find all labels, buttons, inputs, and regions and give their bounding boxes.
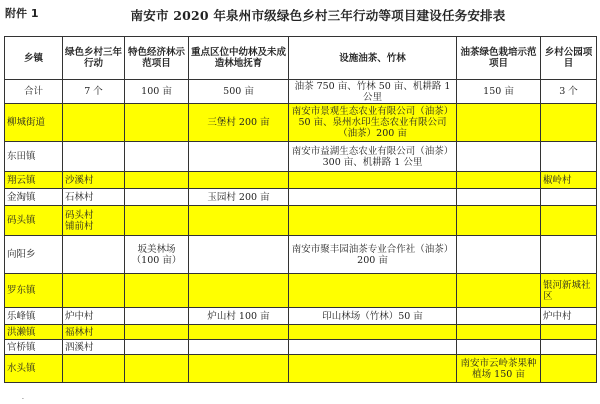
cell-park xyxy=(541,206,597,236)
cell-nursery: 玉园村 200 亩 xyxy=(189,189,289,206)
cell-nursery xyxy=(189,142,289,172)
cell-forest: 坂美林场 （100 亩） xyxy=(125,236,189,274)
cell-park xyxy=(541,104,597,142)
table-row xyxy=(5,80,597,104)
cell-green xyxy=(63,355,125,383)
cell-nursery xyxy=(189,325,289,340)
cell-green: 泗溪村 xyxy=(63,340,125,355)
cell-park xyxy=(541,325,597,340)
table-row xyxy=(5,308,597,325)
cell-forest xyxy=(125,142,189,172)
cell-town: 水头镇 xyxy=(5,355,63,383)
cell-town: 金淘镇 xyxy=(5,189,63,206)
cell-demo xyxy=(457,104,541,142)
attachment-label: 附件 1 xyxy=(5,7,39,20)
table-row xyxy=(5,104,597,142)
cell-nursery xyxy=(189,355,289,383)
cell-town: 翔云镇 xyxy=(5,172,63,189)
cell-demo xyxy=(457,206,541,236)
cell-green: 炉中村 xyxy=(63,308,125,325)
cell-town: 官桥镇 xyxy=(5,340,63,355)
table-row xyxy=(5,355,597,383)
cell-facility: 南安市景观生态农业有限公司（油茶）50 亩、泉州水印生态农业有限公司（油茶）200 亩 xyxy=(289,104,457,142)
cell-forest xyxy=(125,189,189,206)
cell-facility: 油茶 750 亩、竹林 50 亩、机耕路 1 公里 xyxy=(289,80,457,104)
document-title: 南安市 2020 年泉州市级绿色乡村三年行动等项目建设任务安排表 xyxy=(130,8,506,23)
table-row xyxy=(5,236,597,274)
cell-demo xyxy=(457,142,541,172)
cell-facility xyxy=(289,189,457,206)
cell-facility: 印山林场（竹林）50 亩 xyxy=(289,308,457,325)
cell-facility xyxy=(289,325,457,340)
cell-park: 3 个 xyxy=(541,80,597,104)
cell-green: 福林村 xyxy=(63,325,125,340)
cell-demo xyxy=(457,325,541,340)
cell-forest xyxy=(125,355,189,383)
cell-forest xyxy=(125,206,189,236)
col-header-town: 乡镇 xyxy=(5,37,63,80)
col-header-village-park: 乡村公园项目 xyxy=(541,37,597,80)
cell-demo: 南安市云岭茶果种植场 150 亩 xyxy=(457,355,541,383)
task-table xyxy=(4,36,597,383)
cell-park xyxy=(541,355,597,383)
cell-town: 洪濑镇 xyxy=(5,325,63,340)
table-row xyxy=(5,274,597,308)
cell-town: 罗东镇 xyxy=(5,274,63,308)
cell-facility xyxy=(289,274,457,308)
cell-nursery xyxy=(189,172,289,189)
cell-park xyxy=(541,189,597,206)
cell-green xyxy=(63,104,125,142)
cell-green: 石林村 xyxy=(63,189,125,206)
cell-park xyxy=(541,236,597,274)
cell-nursery: 炉山村 100 亩 xyxy=(189,308,289,325)
cell-forest xyxy=(125,340,189,355)
cell-nursery: 500 亩 xyxy=(189,80,289,104)
col-header-economic-forest: 特色经济林示范项目 xyxy=(125,37,189,80)
col-header-facility-oil-tea: 设施油茶、竹林 xyxy=(289,37,457,80)
cell-forest xyxy=(125,274,189,308)
cell-park xyxy=(541,142,597,172)
table-row xyxy=(5,142,597,172)
footer-mark: · xyxy=(22,396,24,403)
cell-forest xyxy=(125,308,189,325)
table-row xyxy=(5,172,597,189)
cell-park xyxy=(541,340,597,355)
cell-demo xyxy=(457,236,541,274)
cell-green xyxy=(63,274,125,308)
cell-green xyxy=(63,142,125,172)
table-row xyxy=(5,325,597,340)
cell-town: 合计 xyxy=(5,80,63,104)
cell-nursery xyxy=(189,274,289,308)
cell-town: 东田镇 xyxy=(5,142,63,172)
cell-park: 炉中村 xyxy=(541,308,597,325)
cell-park: 椒岭村 xyxy=(541,172,597,189)
cell-green xyxy=(63,236,125,274)
cell-park: 银河新城社区 xyxy=(541,274,597,308)
cell-demo xyxy=(457,274,541,308)
cell-demo xyxy=(457,172,541,189)
cell-forest xyxy=(125,172,189,189)
cell-forest xyxy=(125,325,189,340)
cell-green: 7 个 xyxy=(63,80,125,104)
cell-facility xyxy=(289,206,457,236)
cell-facility xyxy=(289,172,457,189)
table-row xyxy=(5,206,597,236)
table-row xyxy=(5,340,597,355)
cell-demo xyxy=(457,189,541,206)
cell-demo xyxy=(457,340,541,355)
cell-green: 码头村 铺前村 xyxy=(63,206,125,236)
cell-town: 柳城街道 xyxy=(5,104,63,142)
cell-demo: 150 亩 xyxy=(457,80,541,104)
col-header-oil-tea-demo: 油茶绿色栽培示范项目 xyxy=(457,37,541,80)
cell-forest xyxy=(125,104,189,142)
cell-facility: 南安市聚丰园油茶专业合作社（油茶）200 亩 xyxy=(289,236,457,274)
cell-forest: 100 亩 xyxy=(125,80,189,104)
cell-nursery xyxy=(189,340,289,355)
cell-town: 向阳乡 xyxy=(5,236,63,274)
cell-town: 乐峰镇 xyxy=(5,308,63,325)
cell-nursery xyxy=(189,236,289,274)
cell-green: 沙溪村 xyxy=(63,172,125,189)
cell-facility xyxy=(289,355,457,383)
col-header-green-village: 绿色乡村三年行动 xyxy=(63,37,125,80)
table-row xyxy=(5,189,597,206)
header-row xyxy=(5,37,597,80)
col-header-forest-tending: 重点区位中幼林及未成造林地抚育 xyxy=(189,37,289,80)
cell-nursery: 三堡村 200 亩 xyxy=(189,104,289,142)
cell-demo xyxy=(457,308,541,325)
cell-nursery xyxy=(189,206,289,236)
cell-facility: 南安市益湖生态农业有限公司（油茶）300 亩、机耕路 1 公里 xyxy=(289,142,457,172)
cell-facility xyxy=(289,340,457,355)
cell-town: 码头镇 xyxy=(5,206,63,236)
